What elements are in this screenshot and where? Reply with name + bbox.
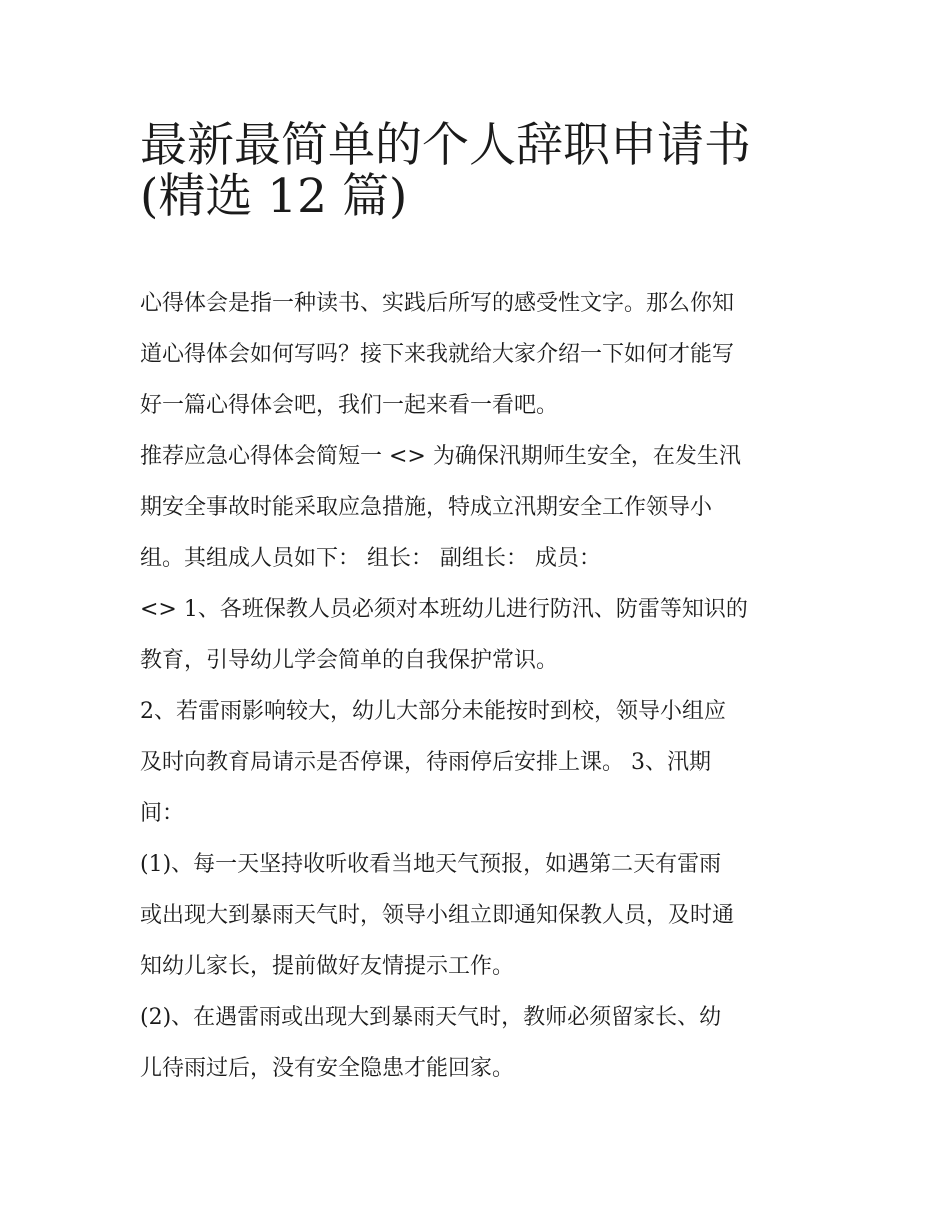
body-line: <> 1、各班保教人员必须对本班幼儿进行防汛、防雷等知识的	[140, 597, 748, 622]
body-line: 好一篇心得体会吧，我们一起来看一看吧。	[140, 393, 559, 418]
body-line: (2)、在遇雷雨或出现大到暴雨天气时，教师必须留家长、幼	[140, 1005, 722, 1030]
title-line: (精选 12 篇)	[140, 169, 408, 224]
body-line: 教育，引导幼儿学会简单的自我保护常识。	[140, 648, 559, 673]
body-line: 心得体会是指一种读书、实践后所写的感受性文字。那么你知	[140, 291, 735, 316]
body-line: (1)、每一天坚持收听收看当地天气预报，如遇第二天有雷雨	[140, 852, 722, 877]
body-line: 期安全事故时能采取应急措施，特成立汛期安全工作领导小	[140, 495, 713, 520]
body-line: 及时向教育局请示是否停课，待雨停后安排上课。 3、汛期	[140, 750, 711, 775]
title-line: 最新最简单的个人辞职申请书	[140, 118, 751, 173]
body-line: 或出现大到暴雨天气时，领导小组立即通知保教人员，及时通	[140, 903, 735, 928]
body-line: 道心得体会如何写吗？接下来我就给大家介绍一下如何才能写	[140, 342, 735, 367]
body-line: 间：	[140, 801, 185, 826]
body-line: 知幼儿家长，提前做好友情提示工作。	[140, 954, 515, 979]
body-line: 儿待雨过后，没有安全隐患才能回家。	[140, 1056, 515, 1081]
document-title	[140, 112, 820, 224]
body-line: 推荐应急心得体会简短一 <> 为确保汛期师生安全，在发生汛	[140, 444, 741, 469]
body-line: 组。其组成人员如下： 组长： 副组长： 成员：	[140, 546, 601, 571]
body-line: 2、若雷雨影响较大，幼儿大部分未能按时到校，领导小组应	[140, 699, 726, 724]
document-body	[140, 278, 820, 1094]
